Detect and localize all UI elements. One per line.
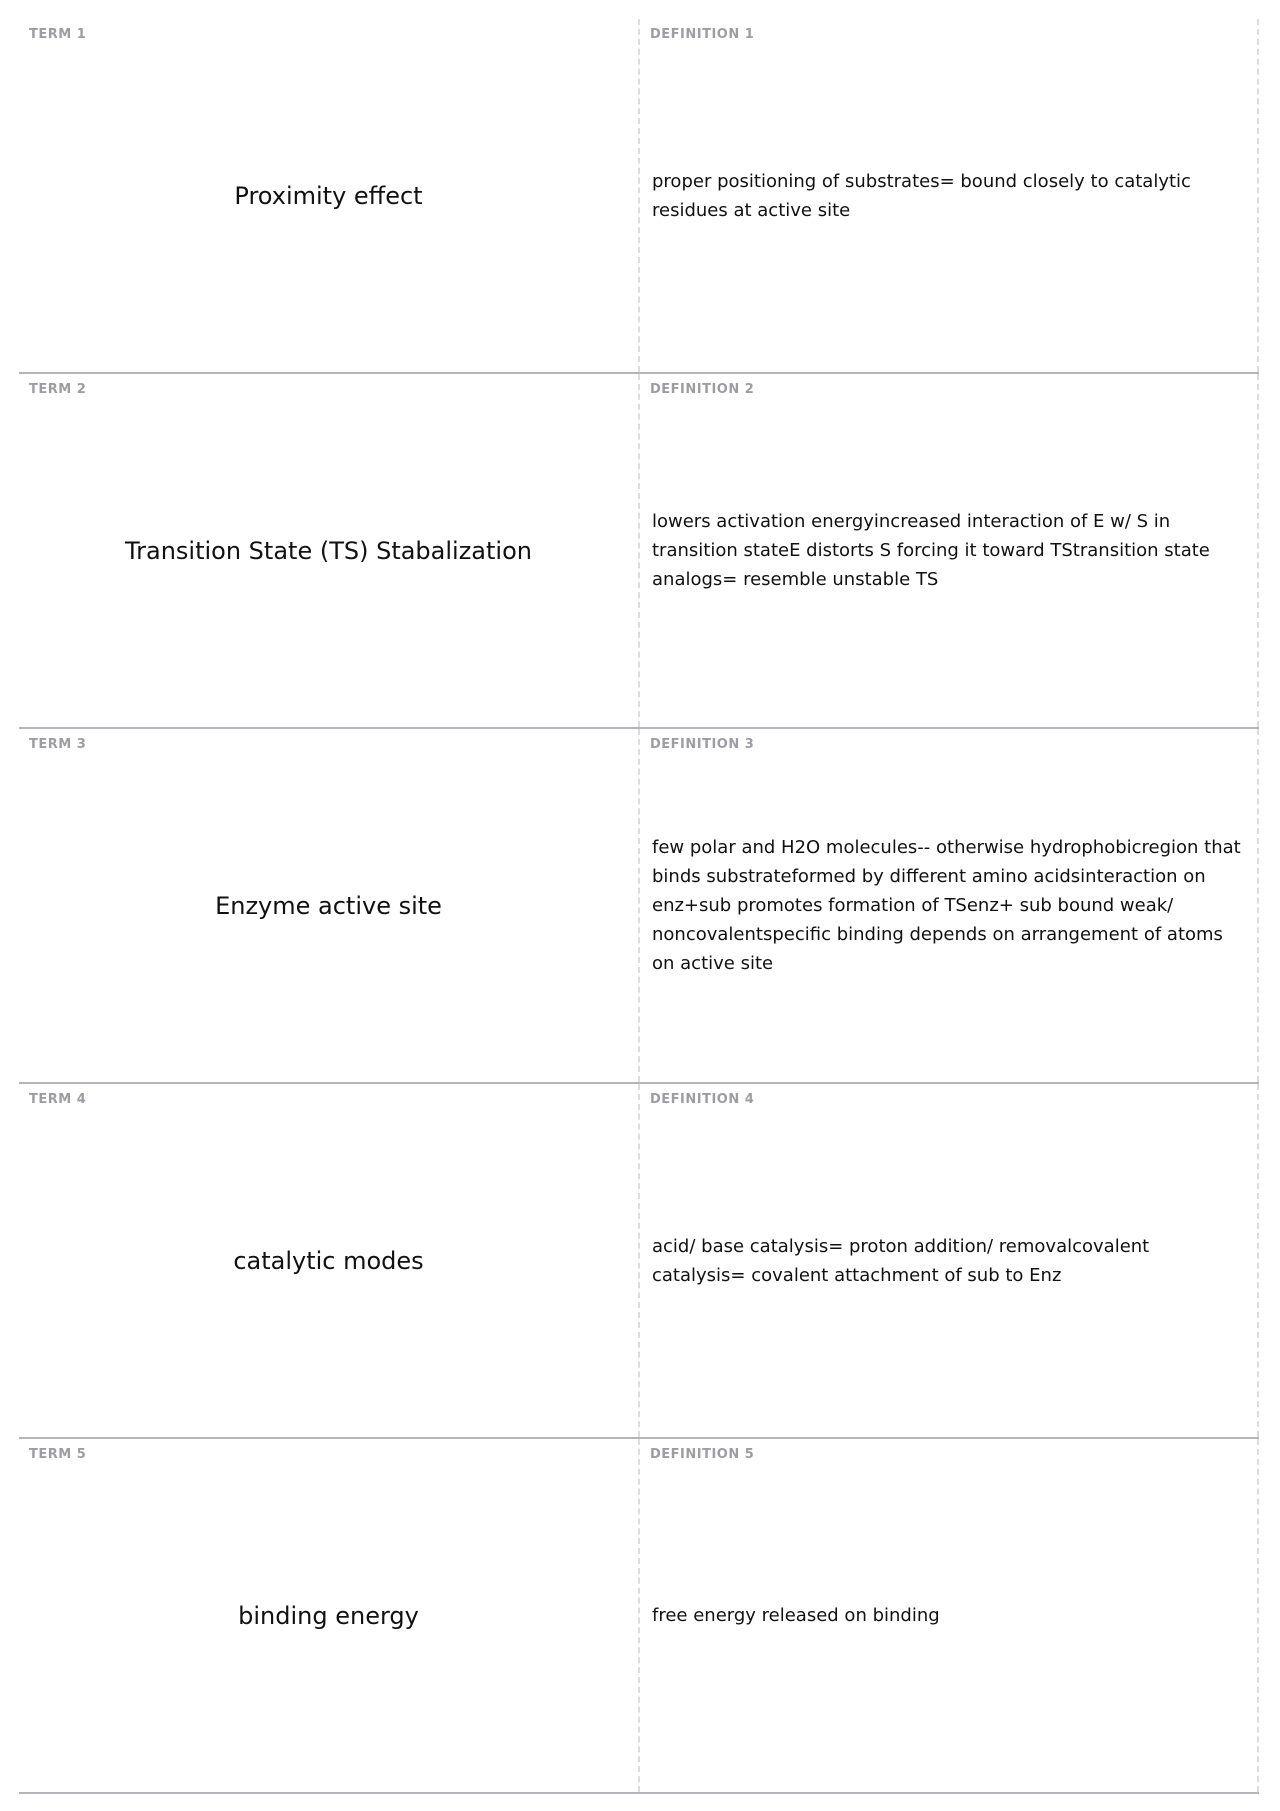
definition-text: lowers activation energyincreased interaction of E w/ S in transition stateE distorts S forcing it toward TStransition state analogs= resemble unstable TS	[652, 511, 1210, 590]
term-cell	[19, 374, 640, 727]
term-cell	[19, 729, 640, 1082]
term-cell	[19, 19, 640, 372]
term-cell	[19, 1439, 640, 1792]
term-text: Enzyme active site	[215, 891, 442, 920]
definition-cell	[640, 1084, 1259, 1437]
term-label: TERM 4	[29, 1092, 87, 1107]
definition-text: acid/ base catalysis= proton addition/ removalcovalent catalysis= covalent attachment of sub to Enz	[652, 1235, 1150, 1286]
definition-cell	[640, 19, 1259, 372]
term-text: catalytic modes	[233, 1246, 424, 1275]
card-row	[19, 19, 1259, 374]
term-cell	[19, 1084, 640, 1437]
definition-cell	[640, 729, 1259, 1082]
definition-label: DEFINITION 2	[650, 382, 755, 397]
term-text: binding energy	[238, 1601, 419, 1630]
term-label: TERM 2	[29, 382, 87, 397]
flashcard-sheet	[19, 19, 1259, 1794]
definition-label: DEFINITION 4	[650, 1092, 755, 1107]
definition-cell	[640, 374, 1259, 727]
term-text: Transition State (TS) Stabalization	[124, 536, 532, 565]
term-label: TERM 5	[29, 1447, 87, 1462]
term-label: TERM 1	[29, 27, 87, 42]
term-label: TERM 3	[29, 737, 87, 752]
card-row	[19, 374, 1259, 729]
definition-label: DEFINITION 5	[650, 1447, 755, 1462]
card-row	[19, 729, 1259, 1084]
card-row	[19, 1084, 1259, 1439]
card-row	[19, 1439, 1259, 1794]
term-text: Proximity effect	[234, 181, 423, 210]
definition-cell	[640, 1439, 1259, 1792]
definition-text: few polar and H2O molecules-- otherwise hydrophobicregion that binds substrateformed by different amino acidsinteraction on enz+sub promotes formation of TSenz+ sub bound weak/ noncovalentspecific binding depends on arrangement of atoms on active site	[652, 837, 1241, 974]
definition-text: free energy released on binding	[652, 1605, 940, 1626]
definition-label: DEFINITION 3	[650, 737, 755, 752]
definition-text: proper positioning of substrates= bound closely to catalytic residues at active site	[652, 170, 1191, 221]
definition-label: DEFINITION 1	[650, 27, 755, 42]
